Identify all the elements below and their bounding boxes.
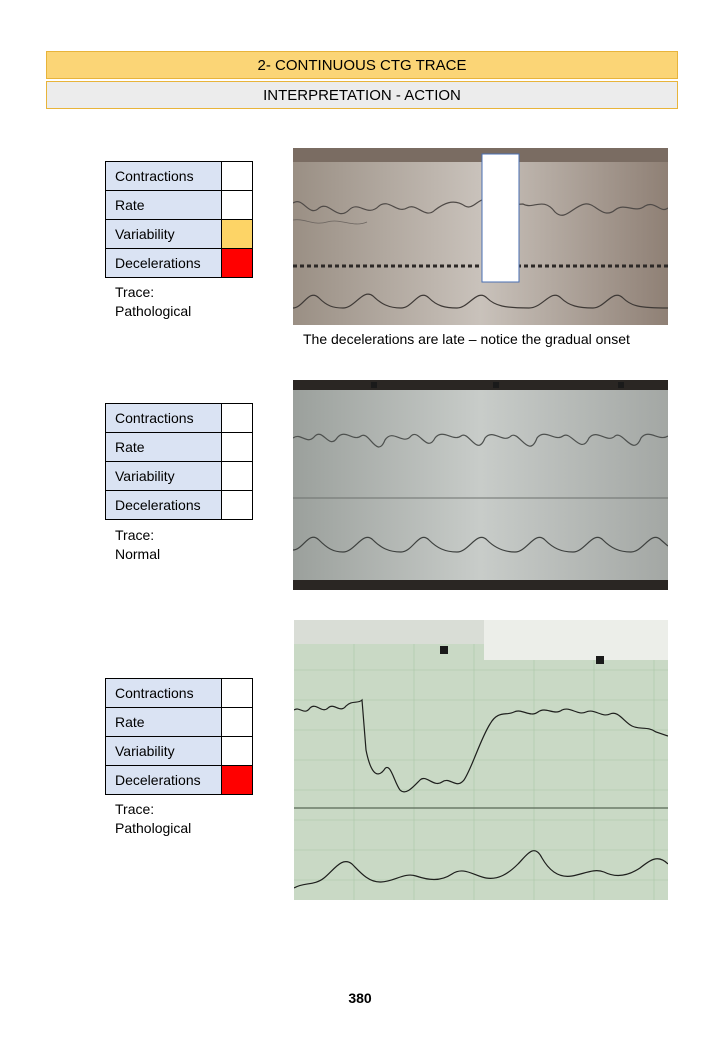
trace-verdict-3: [115, 800, 191, 838]
row-label-contractions: Contractions: [106, 404, 222, 433]
status-box: [222, 191, 253, 220]
table-row: [106, 249, 253, 278]
table-row: [106, 220, 253, 249]
table-row: [106, 708, 253, 737]
section-subtitle: INTERPRETATION - ACTION: [46, 81, 678, 109]
status-box: [222, 462, 253, 491]
page-number: 380: [348, 990, 372, 1006]
table-row: [106, 766, 253, 795]
table-row: [106, 679, 253, 708]
row-label-variability: Variability: [106, 737, 222, 766]
status-box: [222, 433, 253, 462]
status-box: [222, 249, 253, 278]
row-label-rate: Rate: [106, 433, 222, 462]
section-title: 2- CONTINUOUS CTG TRACE: [46, 51, 678, 79]
ctg-assessment-table-2: [105, 403, 253, 520]
trace-verdict-1: [115, 283, 191, 321]
trace-verdict-2: [115, 526, 160, 564]
status-box: [222, 491, 253, 520]
status-box: [222, 737, 253, 766]
row-label-variability: Variability: [106, 220, 222, 249]
trace-value: Pathological: [115, 820, 192, 836]
status-box: [222, 708, 253, 737]
table-row: [106, 491, 253, 520]
ctg-assessment-table-1: [105, 161, 253, 278]
photo-caption: The decelerations are late – notice the gradual onset: [303, 331, 630, 347]
status-box: [222, 404, 253, 433]
status-box: [222, 220, 253, 249]
table-row: [106, 433, 253, 462]
row-label-decelerations: Decelerations: [106, 249, 222, 278]
row-label-decelerations: Decelerations: [106, 491, 222, 520]
row-label-variability: Variability: [106, 462, 222, 491]
trace-label: Trace:: [115, 801, 155, 817]
table-row: [106, 162, 253, 191]
table-row: [106, 737, 253, 766]
row-label-contractions: Contractions: [106, 679, 222, 708]
ctg-assessment-table-3: [105, 678, 253, 795]
trace-value: Pathological: [115, 303, 192, 319]
table-row: [106, 404, 253, 433]
trace-label: Trace:: [115, 527, 155, 543]
status-box: [222, 766, 253, 795]
ctg-photo-1: [293, 148, 668, 325]
ctg-photo-2: [293, 380, 668, 590]
trace-label: Trace:: [115, 284, 155, 300]
row-label-contractions: Contractions: [106, 162, 222, 191]
status-box: [222, 679, 253, 708]
table-row: [106, 191, 253, 220]
table-row: [106, 462, 253, 491]
row-label-rate: Rate: [106, 191, 222, 220]
ctg-photo-3: [294, 620, 668, 900]
row-label-decelerations: Decelerations: [106, 766, 222, 795]
status-box: [222, 162, 253, 191]
trace-value: Normal: [115, 546, 161, 562]
row-label-rate: Rate: [106, 708, 222, 737]
